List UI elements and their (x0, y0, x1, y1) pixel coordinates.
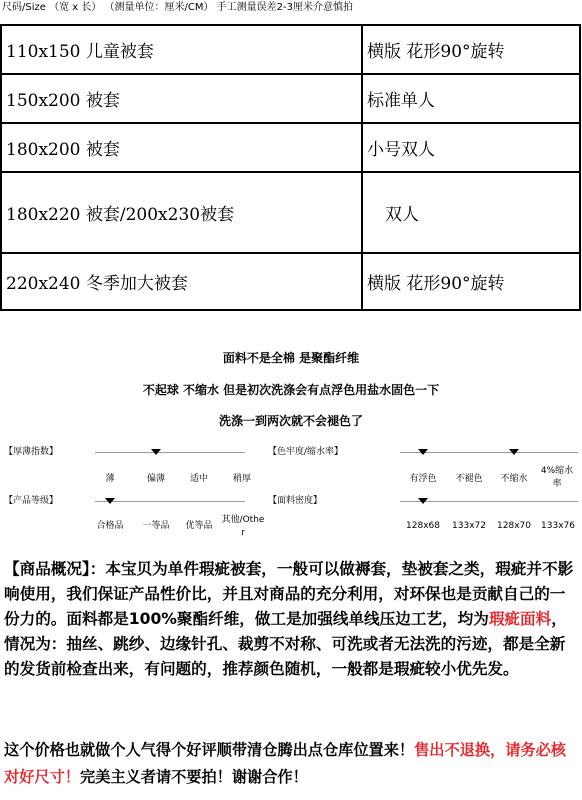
note-cell: 横版 花形90°旋转 (362, 25, 580, 74)
density-option: 133x76 (541, 521, 575, 531)
table-row (1, 253, 580, 310)
size-cell: 220x240 冬季加大被套 (1, 253, 362, 310)
fastness-option: 有浮色 (409, 474, 437, 484)
description-text: 【商品概况】：本宝贝为单件瑕疵被套，一般可以做褥套，垫被套之类，瑕疵并不影响使用，我们保证产品性价比，并且对商品的充分利用，对环保也是贡献自己的一份力的。面料都是100%聚酯纤维，做工是加强线单线压边工艺，均为 (4, 560, 574, 628)
fastness-option: 不褪色 (455, 474, 483, 484)
table-row (1, 172, 580, 253)
note-cell: 小号双人 (362, 123, 580, 172)
description-text: ，情况为：抽丝、跳纱、边缘针孔、裁剪不对称、可洗或者无法洗的污迹，都是全新的发货前检查出来，有问题的，推荐颜色随机，一般都是瑕疵较小优先发。 (4, 610, 567, 678)
fabric-note: 面料不是全棉 是聚酯纤维 (222, 351, 360, 365)
product-description (4, 557, 580, 682)
grade-option: 合格品 (96, 521, 124, 531)
selected-marker-icon (509, 449, 519, 455)
grade-option: 优等品 (185, 521, 213, 531)
color-fastness-title: 【色牢度/缩水率】 (268, 447, 344, 457)
size-cell: 150x200 被套 (1, 74, 362, 123)
table-row (1, 123, 580, 172)
footer-text: 完美主义者请不要拍！谢谢合作！ (79, 768, 308, 786)
footer-warning: 售出不退换，请务必核对好尺寸！ (4, 741, 566, 786)
note-cell: 横版 花形90°旋转 (362, 253, 580, 310)
thickness-option: 适中 (189, 474, 209, 484)
density-option: 128x68 (406, 521, 440, 531)
description-highlight: 瑕疵面料 (488, 610, 552, 628)
table-row (1, 74, 580, 123)
thickness-option: 薄 (105, 474, 115, 484)
thickness-option: 偏薄 (146, 474, 166, 484)
size-cell: 180x200 被套 (1, 123, 362, 172)
size-cell: 110x150 儿童被套 (1, 25, 362, 74)
density-option: 133x72 (452, 521, 486, 531)
fabric-note: 不起球 不缩水 但是初次洗涤会有点浮色用盐水固色一下 (142, 383, 440, 397)
size-table (0, 24, 581, 311)
grade-option: 一等品 (142, 521, 170, 531)
thickness-option: 稍厚 (232, 474, 252, 484)
density-title: 【面料密度】 (268, 496, 323, 506)
size-cell: 180x220 被套/200x230被套 (1, 172, 362, 253)
thickness-scale-line (95, 452, 245, 453)
fastness-option: 不缩水 (500, 474, 528, 484)
density-option: 128x70 (497, 521, 531, 531)
grade-option: 其他/Other (221, 515, 265, 538)
footer-text: 这个价格也就做个人气得个好评顺带清仓腾出点仓库位置来！ (4, 741, 415, 759)
fastness-option: 4%缩水率 (540, 466, 574, 489)
selected-marker-icon (418, 498, 428, 504)
note-cell: 标准单人 (362, 74, 580, 123)
selected-marker-icon (105, 498, 115, 504)
footer-notice (4, 737, 580, 791)
size-header: 尺码/Size （宽 x 长） （测量单位：厘米/CM） 手工测量误差2-3厘米介意慎拍 (2, 2, 354, 13)
note-cell: 双人 (362, 172, 580, 253)
selected-marker-icon (418, 449, 428, 455)
selected-marker-icon (151, 449, 161, 455)
grade-title: 【产品等级】 (4, 496, 59, 506)
grade-scale-line (95, 501, 245, 502)
thickness-title: 【厚薄指数】 (4, 447, 59, 457)
table-row (1, 25, 580, 74)
fabric-note: 洗涤一到两次就不会褪色了 (218, 414, 363, 428)
